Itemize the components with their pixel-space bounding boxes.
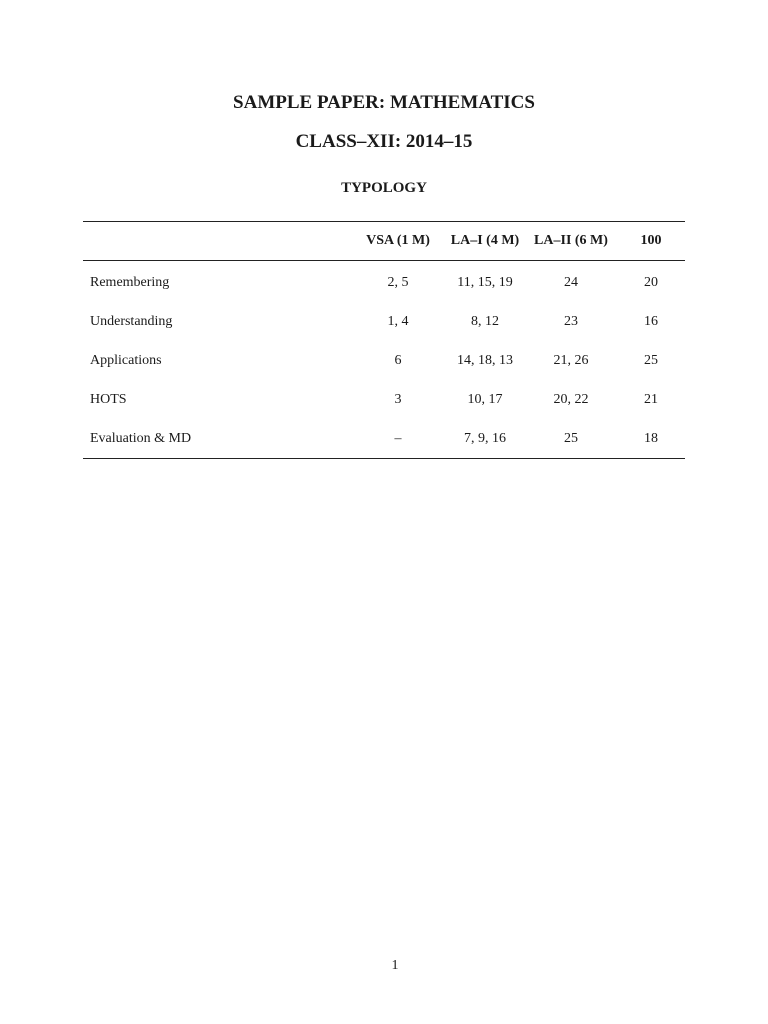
la-ii-cell: 24: [564, 274, 578, 290]
row-category-cell: HOTS: [90, 391, 127, 407]
total-cell: 16: [644, 313, 658, 329]
document-title: SAMPLE PAPER: MATHEMATICS: [233, 92, 535, 113]
table-header: [83, 222, 685, 261]
row-category-cell: Evaluation & MD: [90, 430, 192, 446]
table-body: [83, 261, 685, 459]
la-ii-cell: 21, 26: [553, 352, 589, 368]
la-ii-cell: 23: [564, 313, 578, 329]
total-cell: 20: [644, 274, 658, 290]
row-category-cell: Understanding: [90, 313, 173, 329]
la-ii-cell: 25: [564, 430, 578, 446]
table-row: [83, 419, 685, 459]
typology-table: [83, 221, 685, 459]
la-i-cell: 11, 15, 19: [457, 274, 513, 290]
vsa-cell: 1, 4: [387, 313, 409, 329]
table-row: [83, 380, 685, 419]
table-row: [83, 302, 685, 341]
total-cell: 21: [644, 391, 658, 407]
total-cell: 25: [644, 352, 658, 368]
typology-heading: TYPOLOGY: [341, 180, 427, 196]
la-ii-cell: 20, 22: [553, 391, 589, 407]
header-cell-vsa: VSA (1 M): [366, 233, 430, 248]
vsa-cell: 6: [394, 352, 402, 368]
table-header-row: [83, 222, 685, 261]
header-cell-category: [83, 222, 351, 261]
class-year-heading: CLASS–XII: 2014–15: [295, 131, 473, 152]
la-i-cell: 14, 18, 13: [457, 352, 513, 368]
table-row: [83, 341, 685, 380]
la-i-cell: 10, 17: [467, 391, 503, 407]
table-row: [83, 261, 685, 303]
header-cell-la-ii: LA–II (6 M): [534, 233, 608, 248]
total-cell: 18: [644, 430, 658, 446]
header-cell-la-i: LA–I (4 M): [450, 233, 520, 248]
la-i-cell: 7, 9, 16: [464, 430, 506, 446]
row-category-cell: Remembering: [90, 274, 170, 290]
vsa-cell: –: [394, 430, 402, 446]
vsa-cell: 3: [394, 391, 402, 407]
page-number: 1: [391, 958, 399, 973]
la-i-cell: 8, 12: [471, 313, 499, 329]
row-category-cell: Applications: [90, 352, 162, 368]
vsa-cell: 2, 5: [387, 274, 409, 290]
header-cell-total: 100: [640, 233, 662, 248]
